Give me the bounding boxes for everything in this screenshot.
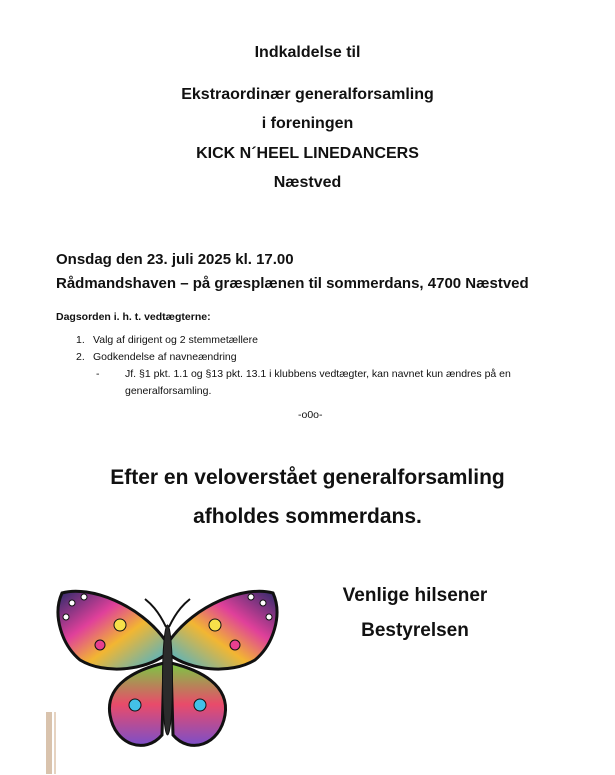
left-edge-bar — [46, 712, 52, 774]
agenda-heading: Dagsorden i. h. t. vedtægterne: — [56, 311, 211, 323]
header-city: Næstved — [273, 174, 342, 191]
section-divider: -o0o- — [298, 409, 323, 421]
header-line-invitation: Indkaldelse til — [254, 44, 361, 61]
agenda-sub-text-line2: generalforsamling. — [125, 385, 212, 397]
signature-greeting: Venlige hilsener — [342, 585, 488, 606]
closing-line-1: Efter en veloverstået generalforsamling — [110, 466, 505, 489]
left-edge-line — [54, 712, 56, 774]
header-line-meeting-type: Ekstraordinær generalforsamling — [181, 86, 434, 103]
event-datetime: Onsdag den 23. juli 2025 kl. 17.00 — [56, 251, 294, 268]
agenda-item-number-2: 2. — [76, 351, 85, 363]
agenda-item-text-1: Valg af dirigent og 2 stemmetællere — [93, 334, 258, 346]
event-location: Rådmandshaven – på græsplænen til sommerdans, 4700 Næstved — [56, 275, 529, 292]
agenda-item-number-1: 1. — [76, 334, 85, 346]
header-line-association: i foreningen — [261, 115, 354, 132]
header-club-name: KICK N´HEEL LINEDANCERS — [196, 145, 419, 162]
agenda-sub-text-line1: Jf. §1 pkt. 1.1 og §13 pkt. 13.1 i klubbens vedtægter, kan navnet kun ændres på en — [125, 368, 511, 380]
closing-line-2: afholdes sommerdans. — [193, 505, 422, 528]
butterfly-image — [50, 585, 285, 775]
signature-board: Bestyrelsen — [361, 620, 469, 641]
agenda-sub-bullet: - — [96, 368, 100, 380]
agenda-item-text-2: Godkendelse af navneændring — [93, 351, 237, 363]
